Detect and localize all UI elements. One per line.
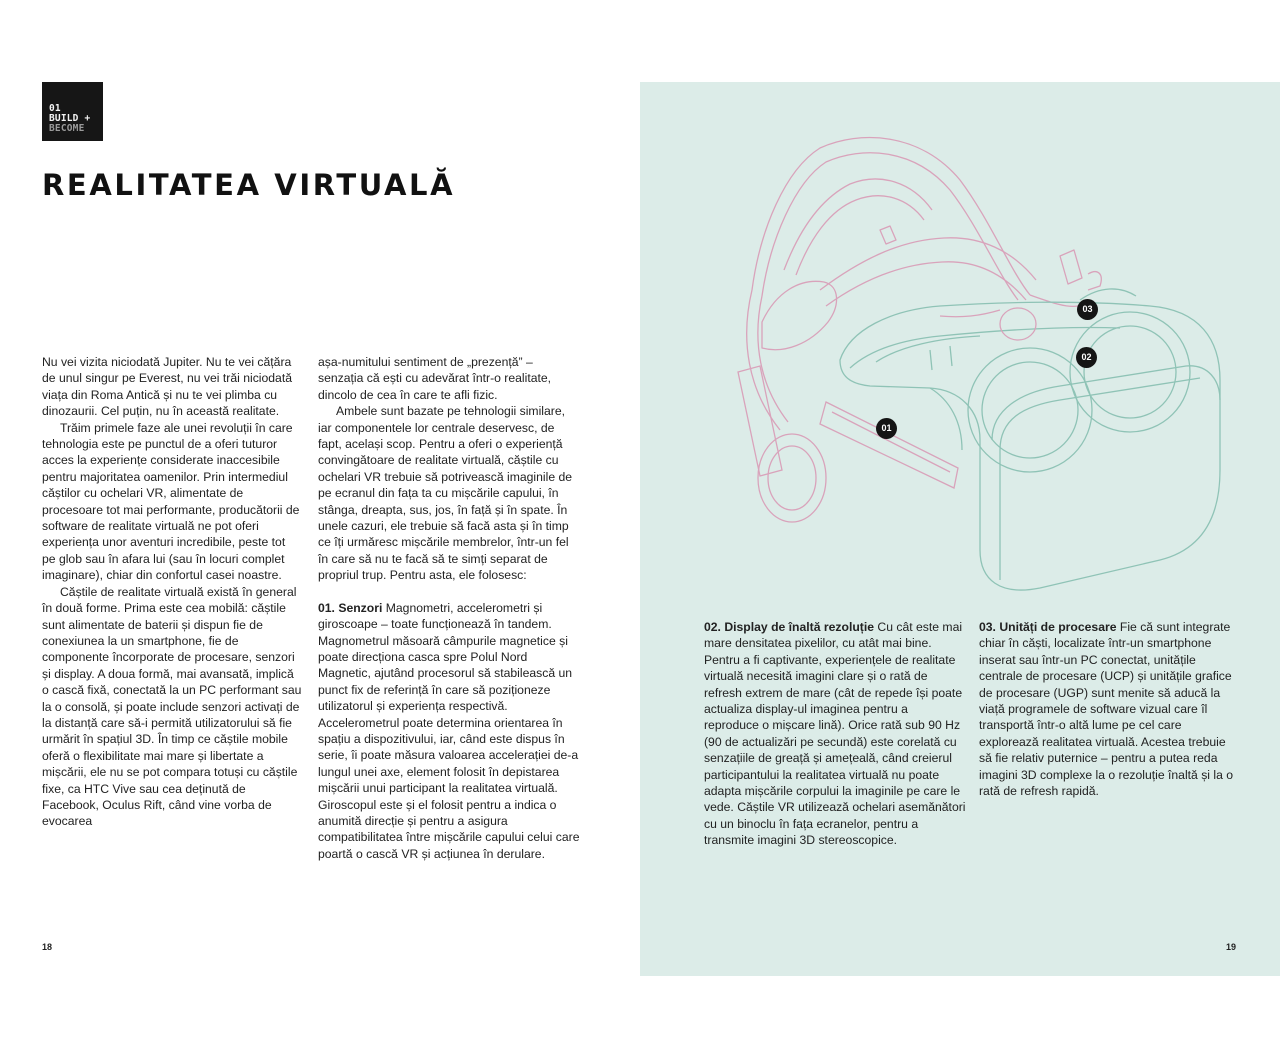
- callout-02: [1076, 347, 1097, 368]
- paragraph: Nu vei vizita niciodată Jupiter. Nu te vei cățăra de unul singur pe Everest, nu vei trăi niciodată viața din Roma Antică și nu te vei plimba cu dinozaurii. Cel puțin, nu în această realitate.: [42, 355, 292, 419]
- display-paragraph: [704, 619, 966, 849]
- paragraph: Ambele sunt bazate pe tehnologii similare, iar componentele lor centrale deservesc, de fapt, același scop. Pentru a oferi o experiență convingătoare de realitate virtuală, căștile cu ochelari VR trebuie să potrivească imaginile de pe ecranul din fața ta cu mișcările capului, în stânga, dreapta, sus, jos, în față și în spate. În unele cazuri, ele trebuie să facă asta și în timp ce îți urmăresc mișcările membrelor, într-un fel în care să nu te facă să te simți separat de propriul trup. Pentru asta, ele folosesc:: [318, 404, 573, 583]
- page-number-right: 19: [1226, 942, 1237, 952]
- processing-text: Fie că sunt integrate chiar în căști, localizate într-un smartphone inserat sau într-un PC conectat, unitățile centrale de procesare (UCP) și unitățile grafice de procesare (UGP) sunt menite să aducă la viață programele de software vizual care îl transportă într-o altă lume pe cel care explorează realitatea virtuală. Acestea trebuie să fie relativ puternice – pentru a putea reda imagini 3D complexe la o rezoluție înaltă și la o rată de refresh rapidă.: [979, 620, 1234, 799]
- head-strap-lines: [747, 138, 1082, 430]
- badge-number: 01: [49, 103, 61, 114]
- page-title: REALITATEA VIRTUALĂ: [42, 168, 456, 202]
- display-column: [704, 619, 966, 849]
- paragraph: Căștile de realitate virtuală există în general în două forme. Prima este cea mobilă: căștile sunt alimentate de baterii și dispun fie de conexiunea la un smartphone, fie de componente încorporate de procesare, senzori și display. A doua formă, mai avansată, implică o cască fixă, conectată la un PC performant sau la o consolă, și poate include senzori activați de la distanță care să-i permită utilizatorului să fie urmărit în spațiul 3D. În timp ce căștile mobile oferă o flexibilitate mai mare și libertate a mișcării, ele nu se pot compara totuși cu căștile fixe, ca HTC Vive sau cea deținută de Facebook, Oculus Rift, când vine vorba de evocarea: [42, 584, 302, 829]
- vr-headset-illustration: [700, 110, 1260, 600]
- callout-02-label: 02: [1081, 352, 1092, 362]
- processing-paragraph: [979, 619, 1241, 799]
- sensors-paragraph: [318, 600, 580, 863]
- processing-label: 03. Unități de procesare: [979, 620, 1117, 634]
- display-text: Cu cât este mai mare densitatea pixelilor, cu atât mai bine. Pentru a fi captivante, experiențele de realitate virtuală necesită imagini clare și o rată de refresh extrem de mare (cât de repede își poate actualiza display-ul imaginea pentru a reproduce o mișcare lină). Orice rată sub 90 Hz (90 de actualizări pe secundă) este corelată cu senzațiile de greață și amețeală, când creierul participantului la realitatea virtuală nu poate adapta mișcările corpului la imaginile pe care le vede. Căștile VR utilizează ochelari asemănători cu un binoclu în fața ecranelor, pentru a transmite imagini 3D stereoscopice.: [704, 620, 966, 848]
- badge-line1: BUILD +: [49, 113, 91, 124]
- sensors-label: 01. Senzori: [318, 600, 383, 615]
- processing-column: [979, 619, 1241, 799]
- callout-03-label: 03: [1082, 304, 1093, 314]
- badge-line2: BECOME: [49, 123, 85, 134]
- body-column-1: [42, 354, 302, 830]
- callout-01-label: 01: [881, 423, 892, 433]
- paragraph: Trăim primele faze ale unei revoluții în care tehnologia este pe punctul de a oferi tuturor acces la experiențe considerate inaccesibile pentru majoritatea oamenilor. Prin intermediul căștilor cu ochelari VR, alimentate de procesoare tot mai performante, producătorii de software de realitate virtuală ne pot oferi experiența unor aventuri incredibile, peste tot pe glob sau în afara lui (sau în locuri complet imaginare), chiar din confortul casei noastre.: [42, 420, 300, 583]
- callout-01: [876, 418, 897, 439]
- display-label: 02. Display de înaltă rezoluție: [704, 620, 875, 634]
- visor-lines: [840, 289, 1220, 590]
- section-badge: [42, 82, 103, 141]
- page-number-left: 18: [42, 942, 53, 952]
- body-column-2: [318, 354, 580, 862]
- sensors-text: Magnometri, accelerometri și giroscoape – toate funcționează în tandem. Magnometrul măsoară câmpurile magnetice și poate direcționa casca spre Polul Nord Magnetic, ajutând procesorul să stabilească un punct fix de referință în care să poziționeze utilizatorul și experiența respectivă. Accelerometrul poate determina orientarea în spațiu a dispozitivului, iar, când este dispus în serie, îi poate măsura valoarea accelerației de-a lungul unei axe, element folosit în depistarea mișcării unui participant la realitatea virtuală. Giroscopul este și el folosit pentru a indica o anumită direcție și pentru a asigura compatibilitatea între mișcările capului celui care poartă o cască VR și acțiunea în derulare.: [318, 600, 580, 861]
- paragraph: așa-numitului sentiment de „prezență” – senzația că ești cu adevărat într-o realitate, dincolo de cea în care te afli fizic.: [318, 355, 552, 402]
- callout-03: [1077, 299, 1098, 320]
